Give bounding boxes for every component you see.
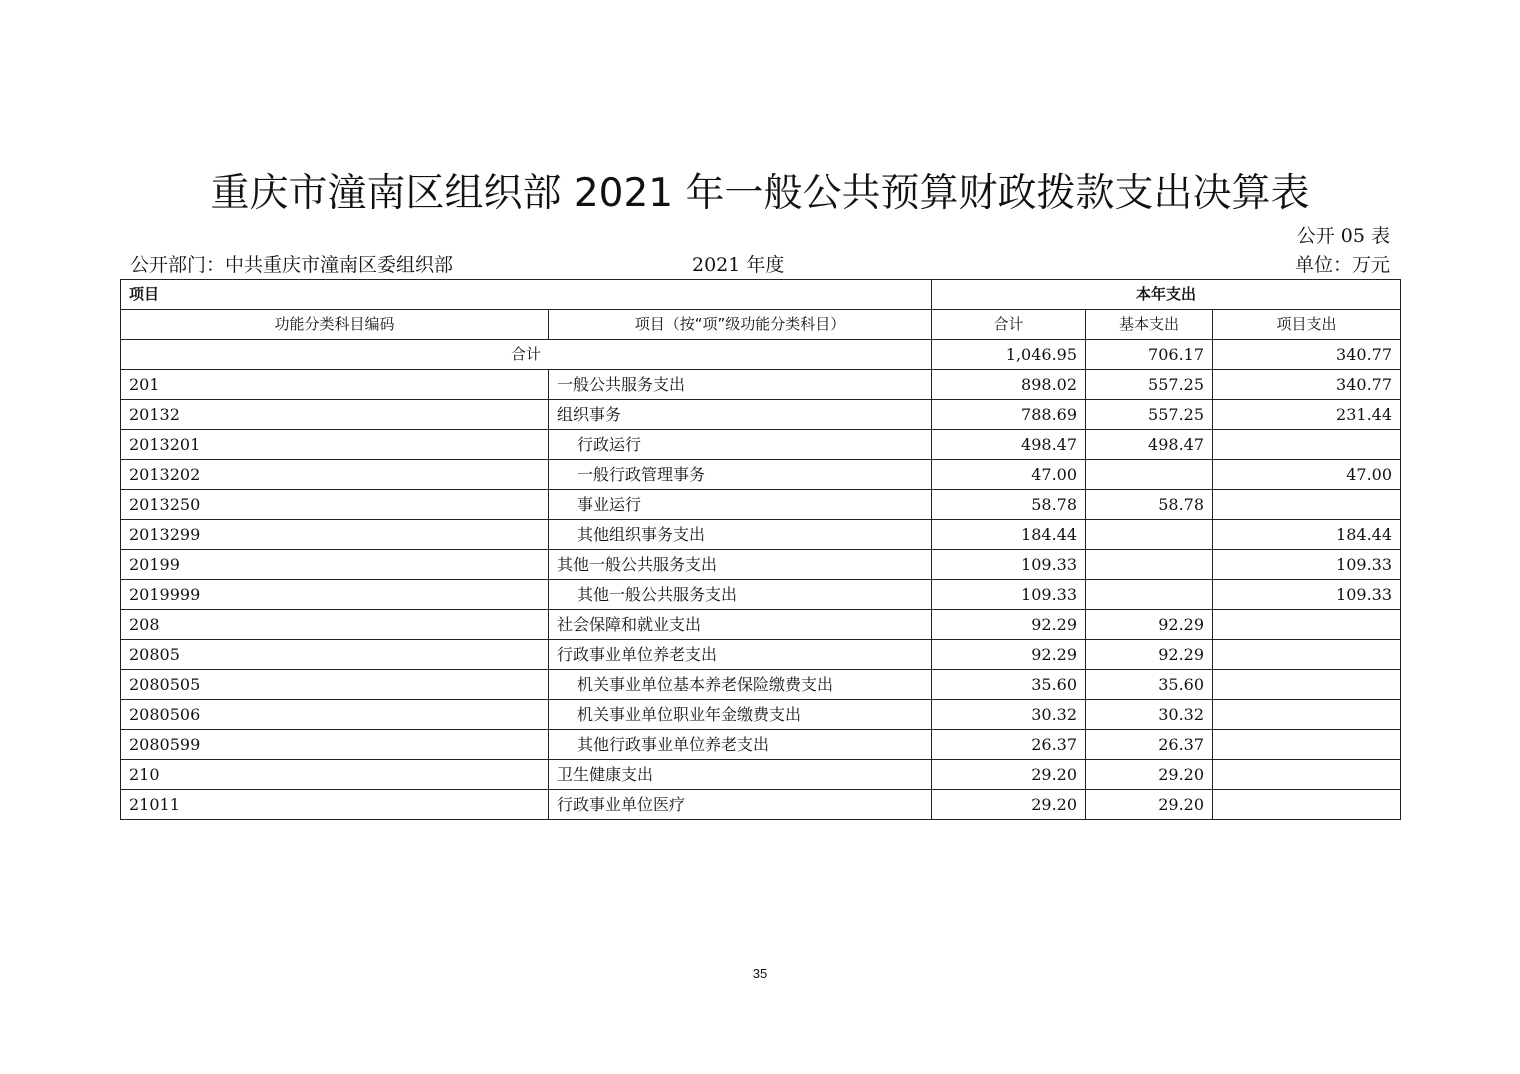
- row-basic: 58.78: [1086, 490, 1213, 520]
- table-row: [121, 550, 1401, 580]
- row-project: [1213, 430, 1401, 460]
- row-basic: [1086, 580, 1213, 610]
- row-code: 210: [121, 760, 549, 790]
- document-title: 重庆市潼南区组织部 2021 年一般公共预算财政拨款支出决算表: [210, 171, 1310, 216]
- row-project: [1213, 490, 1401, 520]
- table-row: [121, 580, 1401, 610]
- table-row: [121, 640, 1401, 670]
- row-project: [1213, 730, 1401, 760]
- table-row: [121, 790, 1401, 820]
- header-item: 项目: [121, 280, 932, 310]
- row-project: 184.44: [1213, 520, 1401, 550]
- header-name: 项目（按“项”级功能分类科目）: [549, 310, 932, 340]
- form-number: 公开 05 表: [1296, 225, 1390, 247]
- row-code: 2013299: [121, 520, 549, 550]
- row-basic: 557.25: [1086, 370, 1213, 400]
- row-total: 35.60: [932, 670, 1086, 700]
- row-name: 组织事务: [549, 400, 932, 430]
- row-project: [1213, 760, 1401, 790]
- row-basic: [1086, 550, 1213, 580]
- table-body: [121, 280, 1401, 820]
- row-project: 47.00: [1213, 460, 1401, 490]
- row-total: 58.78: [932, 490, 1086, 520]
- row-project: 109.33: [1213, 550, 1401, 580]
- row-project: [1213, 640, 1401, 670]
- row-project: [1213, 790, 1401, 820]
- row-code: 20132: [121, 400, 549, 430]
- row-name: 行政运行: [549, 430, 932, 460]
- page-number: 35: [752, 966, 768, 981]
- row-total: 898.02: [932, 370, 1086, 400]
- row-project: 231.44: [1213, 400, 1401, 430]
- row-name: 一般公共服务支出: [549, 370, 932, 400]
- row-code: 2013250: [121, 490, 549, 520]
- table-row: [121, 670, 1401, 700]
- row-total: 109.33: [932, 550, 1086, 580]
- row-project: 340.77: [1213, 370, 1401, 400]
- table-row: [121, 760, 1401, 790]
- row-project: [1213, 610, 1401, 640]
- row-name: 其他一般公共服务支出: [549, 580, 932, 610]
- row-code: 20199: [121, 550, 549, 580]
- document-meta-row: [130, 251, 1390, 279]
- row-name: 其他一般公共服务支出: [549, 550, 932, 580]
- total-row: [121, 340, 1401, 370]
- row-basic: 29.20: [1086, 790, 1213, 820]
- fiscal-year-label: 2021 年度: [692, 254, 785, 276]
- row-name: 行政事业单位养老支出: [549, 640, 932, 670]
- header-total: 合计: [932, 310, 1086, 340]
- row-name: 其他行政事业单位养老支出: [549, 730, 932, 760]
- row-code: 2080599: [121, 730, 549, 760]
- row-code: 201: [121, 370, 549, 400]
- row-name: 社会保障和就业支出: [549, 610, 932, 640]
- table-row: [121, 610, 1401, 640]
- table-row: [121, 460, 1401, 490]
- table-row: [121, 400, 1401, 430]
- row-name: 卫生健康支出: [549, 760, 932, 790]
- row-project: 109.33: [1213, 580, 1401, 610]
- row-total: 92.29: [932, 640, 1086, 670]
- row-code: 2013202: [121, 460, 549, 490]
- row-name: 其他组织事务支出: [549, 520, 932, 550]
- row-code: 2080506: [121, 700, 549, 730]
- row-project: [1213, 670, 1401, 700]
- row-basic: 35.60: [1086, 670, 1213, 700]
- row-code: 2013201: [121, 430, 549, 460]
- row-total: 29.20: [932, 790, 1086, 820]
- row-total: 92.29: [932, 610, 1086, 640]
- row-basic: 26.37: [1086, 730, 1213, 760]
- table-row: [121, 520, 1401, 550]
- total-basic: 706.17: [1086, 340, 1213, 370]
- row-project: [1213, 700, 1401, 730]
- header-project: 项目支出: [1213, 310, 1401, 340]
- row-code: 208: [121, 610, 549, 640]
- table-row: [121, 490, 1401, 520]
- row-total: 109.33: [932, 580, 1086, 610]
- total-label: 合计: [121, 340, 932, 370]
- row-code: 2080505: [121, 670, 549, 700]
- table-row: [121, 370, 1401, 400]
- table-row: [121, 430, 1401, 460]
- total-project: 340.77: [1213, 340, 1401, 370]
- row-total: 788.69: [932, 400, 1086, 430]
- row-total: 498.47: [932, 430, 1086, 460]
- row-basic: 498.47: [1086, 430, 1213, 460]
- row-total: 184.44: [932, 520, 1086, 550]
- row-total: 30.32: [932, 700, 1086, 730]
- budget-expenditure-table: [120, 279, 1401, 820]
- header-basic: 基本支出: [1086, 310, 1213, 340]
- unit-label: 单位：万元: [1294, 254, 1390, 276]
- department-label: 公开部门：中共重庆市潼南区委组织部: [130, 254, 454, 276]
- row-basic: 29.20: [1086, 760, 1213, 790]
- row-basic: 92.29: [1086, 640, 1213, 670]
- table-row: [121, 730, 1401, 760]
- row-basic: 30.32: [1086, 700, 1213, 730]
- row-code: 20805: [121, 640, 549, 670]
- header-current-year: 本年支出: [932, 280, 1401, 310]
- header-row-columns: [121, 310, 1401, 340]
- total-amount: 1,046.95: [932, 340, 1086, 370]
- row-name: 一般行政管理事务: [549, 460, 932, 490]
- row-basic: [1086, 460, 1213, 490]
- row-total: 47.00: [932, 460, 1086, 490]
- row-name: 机关事业单位职业年金缴费支出: [549, 700, 932, 730]
- header-row-top: [121, 280, 1401, 310]
- row-basic: 92.29: [1086, 610, 1213, 640]
- row-basic: 557.25: [1086, 400, 1213, 430]
- row-basic: [1086, 520, 1213, 550]
- row-name: 事业运行: [549, 490, 932, 520]
- row-total: 26.37: [932, 730, 1086, 760]
- row-name: 机关事业单位基本养老保险缴费支出: [549, 670, 932, 700]
- header-code: 功能分类科目编码: [121, 310, 549, 340]
- row-total: 29.20: [932, 760, 1086, 790]
- row-code: 2019999: [121, 580, 549, 610]
- table-row: [121, 700, 1401, 730]
- row-name: 行政事业单位医疗: [549, 790, 932, 820]
- row-code: 21011: [121, 790, 549, 820]
